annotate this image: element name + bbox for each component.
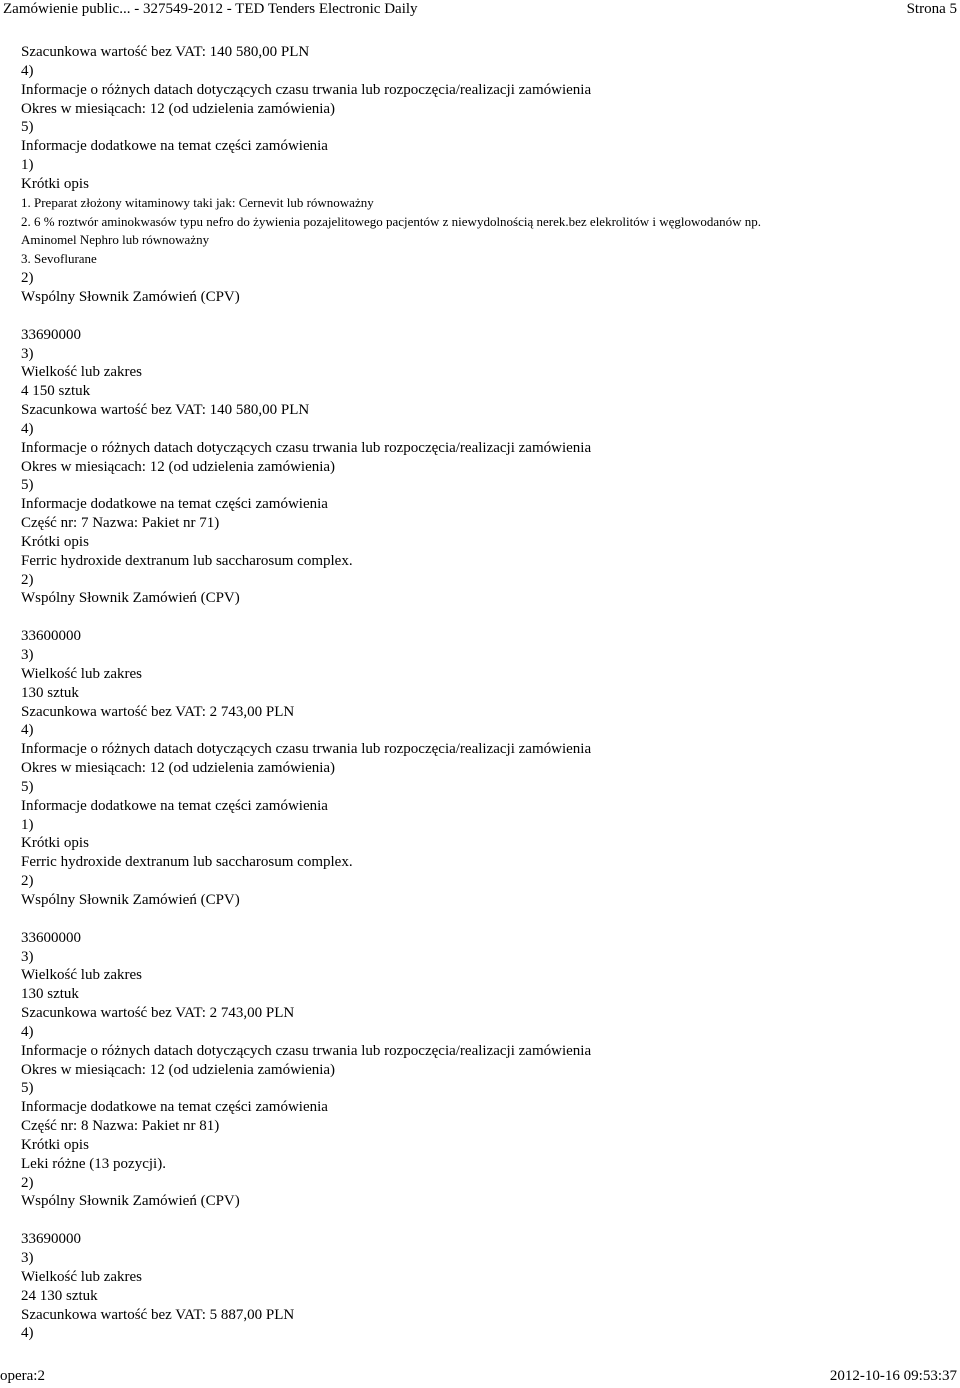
text-line: Informacje o różnych datach dotyczących czasu trwania lub rozpoczęcia/realizacji zamówienia — [21, 1042, 592, 1059]
text-line: 3) — [21, 948, 34, 965]
text-line: Szacunkowa wartość bez VAT: 2 743,00 PLN — [21, 1005, 295, 1022]
blank-line — [21, 307, 951, 326]
text-line: 1) — [21, 816, 34, 833]
text-line: 5) — [21, 1080, 34, 1097]
text-line: Część nr: 7 Nazwa: Pakiet nr 71) — [21, 515, 220, 532]
text-line: 3. Sevoflurane — [21, 251, 97, 267]
text-line: Leki różne (13 pozycji). — [21, 1155, 166, 1172]
text-line: Wielkość lub zakres — [21, 364, 143, 381]
text-line: Ferric hydroxide dextranum lub saccharosum complex. — [21, 854, 353, 871]
text-line: 4) — [21, 1325, 34, 1342]
blank-line — [21, 910, 951, 929]
text-line: 33600000 — [21, 929, 81, 946]
text-line: Wspólny Słownik Zamówień (CPV) — [21, 891, 240, 908]
text-line: Szacunkowa wartość bez VAT: 5 887,00 PLN — [21, 1306, 295, 1323]
text-line: Wielkość lub zakres — [21, 665, 143, 682]
text-line: Informacje o różnych datach dotyczących czasu trwania lub rozpoczęcia/realizacji zamówienia — [21, 439, 592, 456]
text-line: Okres w miesiącach: 12 (od udzielenia zamówienia) — [21, 458, 336, 475]
text-line: Wspólny Słownik Zamówień (CPV) — [21, 590, 240, 607]
text-line: 2. 6 % roztwór aminokwasów typu nefro do żywienia pozajelitowego pacjentów z niewydolnością nerek.bez elekrolitów i węglowodanów np. — [21, 213, 762, 229]
text-line: Krótki opis — [21, 533, 89, 550]
footer-source: opera:2 — [0, 1368, 45, 1384]
text-line: Wielkość lub zakres — [21, 967, 143, 984]
text-line: Okres w miesiącach: 12 (od udzielenia zamówienia) — [21, 100, 336, 117]
text-line: 5) — [21, 778, 34, 795]
text-line: Wielkość lub zakres — [21, 1268, 143, 1285]
text-line: 33600000 — [21, 628, 81, 645]
blank-line — [21, 1211, 951, 1230]
text-line: Krótki opis — [21, 1136, 89, 1153]
text-line: 3) — [21, 647, 34, 663]
text-line: Krótki opis — [21, 835, 89, 852]
text-line: Aminomel Nephro lub równoważny — [21, 232, 210, 248]
text-line: Szacunkowa wartość bez VAT: 140 580,00 PLN — [21, 44, 310, 60]
text-line: Wspólny Słownik Zamówień (CPV) — [21, 1193, 240, 1210]
text-line: 3) — [21, 345, 34, 362]
text-line: Okres w miesiącach: 12 (od udzielenia zamówienia) — [21, 760, 336, 777]
text-line: Krótki opis — [21, 175, 89, 192]
text-line: 2) — [21, 1174, 34, 1191]
text-line: 3) — [21, 1250, 34, 1266]
document-title: Zamówienie public... - 327549-2012 - TED Tenders Electronic Daily — [3, 1, 418, 17]
text-line: Informacje o różnych datach dotyczących czasu trwania lub rozpoczęcia/realizacji zamówienia — [21, 81, 592, 98]
text-line: 4) — [21, 420, 34, 437]
text-line: 2) — [21, 571, 34, 588]
text-line: 1. Preparat złożony witaminowy taki jak: Cernevit lub równoważny — [21, 194, 374, 210]
text-line: Okres w miesiącach: 12 (od udzielenia zamówienia) — [21, 1061, 336, 1078]
text-line: Informacje o różnych datach dotyczących czasu trwania lub rozpoczęcia/realizacji zamówienia — [21, 741, 592, 758]
text-line: 4) — [21, 62, 34, 79]
page-header — [0, 0, 960, 22]
text-line: Ferric hydroxide dextranum lub saccharosum complex. — [21, 552, 353, 569]
text-line: 130 sztuk — [21, 986, 79, 1003]
text-line: Wspólny Słownik Zamówień (CPV) — [21, 288, 240, 305]
text-line: 33690000 — [21, 326, 81, 343]
page-number: Strona 5 — [906, 1, 957, 17]
text-line: Informacje dodatkowe na temat części zamówienia — [21, 496, 328, 513]
text-line: Informacje dodatkowe na temat części zamówienia — [21, 1099, 328, 1116]
text-line: 2) — [21, 270, 34, 287]
footer-timestamp: 2012-10-16 09:53:37 — [829, 1368, 957, 1384]
text-line: 4 150 sztuk — [21, 383, 91, 400]
blank-line — [21, 608, 951, 627]
notice-body — [21, 43, 951, 1343]
page-footer — [0, 1366, 960, 1388]
text-line: 130 sztuk — [21, 684, 79, 701]
text-line: 4) — [21, 722, 34, 739]
text-line: Informacje dodatkowe na temat części zamówienia — [21, 138, 328, 155]
text-line: 5) — [21, 119, 34, 136]
text-line: Szacunkowa wartość bez VAT: 140 580,00 PLN — [21, 402, 310, 419]
text-line: Informacje dodatkowe na temat części zamówienia — [21, 797, 328, 814]
text-line: 5) — [21, 477, 34, 494]
text-line: 2) — [21, 873, 34, 890]
text-line: Część nr: 8 Nazwa: Pakiet nr 81) — [21, 1118, 220, 1135]
text-line: 33690000 — [21, 1231, 81, 1248]
text-line: 24 130 sztuk — [21, 1287, 98, 1304]
text-line: 1) — [21, 157, 34, 174]
text-line: Szacunkowa wartość bez VAT: 2 743,00 PLN — [21, 703, 295, 720]
text-line: 4) — [21, 1023, 34, 1040]
